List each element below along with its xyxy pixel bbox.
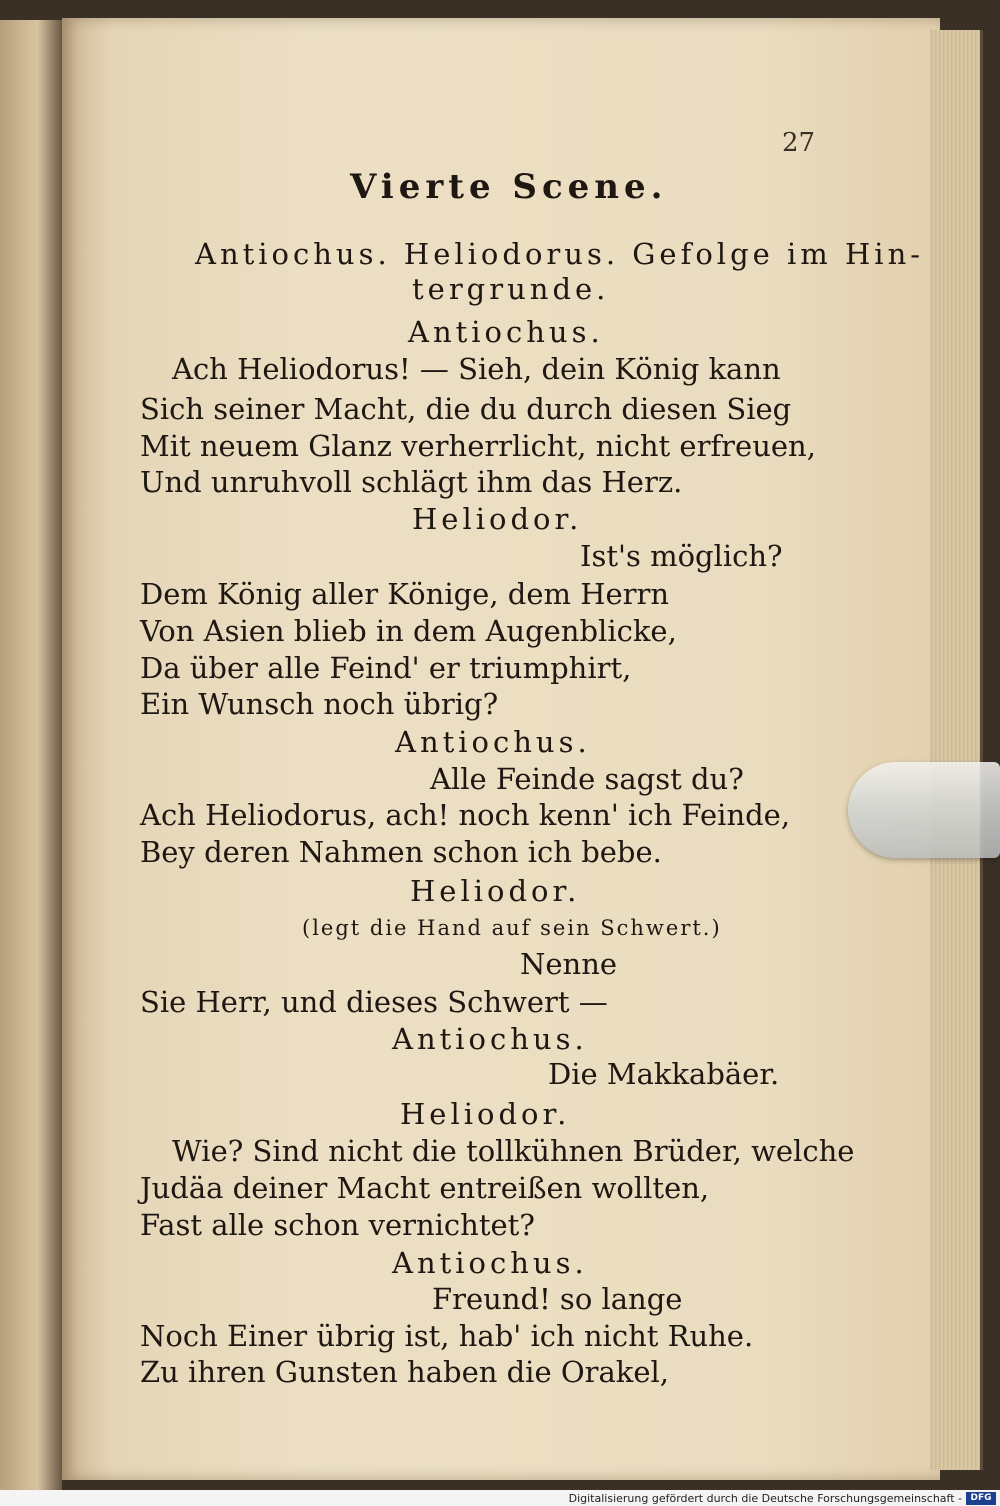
text-line: Mit neuem Glanz verherrlicht, nicht erfreuen, <box>140 429 816 463</box>
text-line: Fast alle schon vernichtet? <box>140 1208 535 1242</box>
speaker-name: Heliodor. <box>400 1097 571 1131</box>
text-line: Ist's möglich? <box>580 539 783 573</box>
stage-direction: (legt die Hand auf sein Schwert.) <box>302 916 722 940</box>
text-line: Die Makkabäer. <box>548 1057 780 1091</box>
text-line: Nenne <box>520 947 618 981</box>
text-line: Bey deren Nahmen schon ich bebe. <box>140 835 662 869</box>
text-line: Antiochus. Heliodorus. Gefolge im Hin- <box>195 237 925 271</box>
speaker-name: Antiochus. <box>408 315 604 349</box>
text-line: Wie? Sind nicht die tollkühnen Brüder, welche <box>172 1134 855 1168</box>
text-line: Dem König aller Könige, dem Herrn <box>140 577 670 611</box>
text-line: Sich seiner Macht, die du durch diesen Sieg <box>140 392 792 426</box>
text-line: Freund! so lange <box>432 1282 683 1316</box>
text-line: Judäa deiner Macht entreißen wollten, <box>140 1171 710 1205</box>
text-line: Ach Heliodorus, ach! noch kenn' ich Feinde, <box>140 798 791 832</box>
text-line: Und unruhvoll schlägt ihm das Herz. <box>140 465 683 499</box>
text-line: Von Asien blieb in dem Augenblicke, <box>140 614 677 648</box>
speaker-name: Heliodor. <box>412 502 583 536</box>
digitization-footer <box>0 1490 1000 1506</box>
speaker-name: Antiochus. <box>392 1246 588 1280</box>
text-line: tergrunde. <box>412 272 610 306</box>
text-line: Noch Einer übrig ist, hab' ich nicht Ruhe. <box>140 1319 754 1353</box>
left-page-edge <box>0 20 62 1490</box>
scene-heading: Vierte Scene. <box>350 167 668 207</box>
text-line: Sie Herr, und dieses Schwert — <box>140 985 608 1019</box>
speaker-name: Antiochus. <box>395 725 591 759</box>
text-line: Da über alle Feind' er triumphirt, <box>140 651 632 685</box>
text-line: Zu ihren Gunsten haben die Orakel, <box>140 1355 669 1389</box>
text-line: Ach Heliodorus! — Sieh, dein König kann <box>172 352 781 386</box>
page-edges <box>930 30 983 1470</box>
text-line: Alle Feinde sagst du? <box>430 762 744 796</box>
page-clip <box>848 762 1000 858</box>
dfg-logo-icon: DFG <box>966 1492 996 1505</box>
text-line: Ein Wunsch noch übrig? <box>140 687 499 721</box>
footer-credit: Digitalisierung gefördert durch die Deutsche Forschungsgemeinschaft - <box>568 1492 962 1505</box>
speaker-name: Heliodor. <box>410 874 581 908</box>
speaker-name: Antiochus. <box>392 1022 588 1056</box>
page-number: 27 <box>782 128 816 158</box>
